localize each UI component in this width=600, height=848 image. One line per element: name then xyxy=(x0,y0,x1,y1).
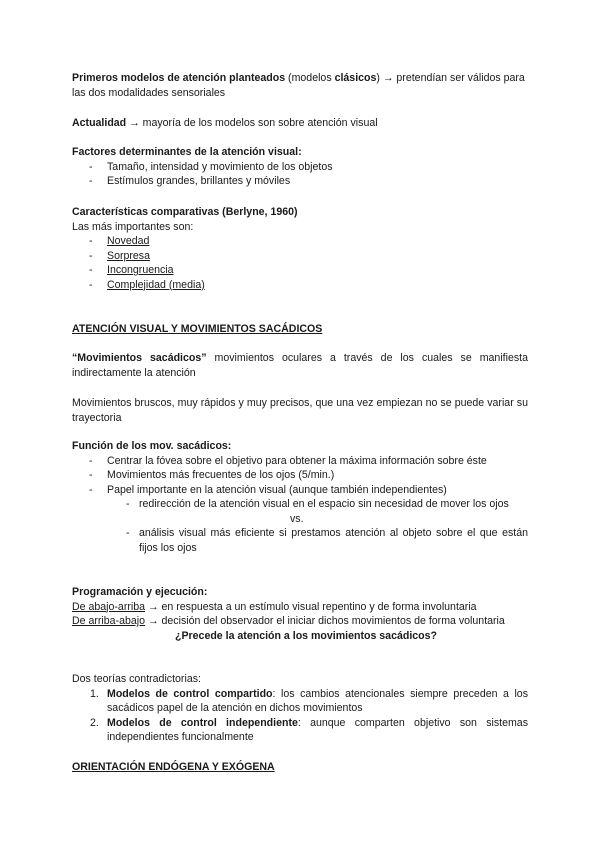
sub-list-item: - redirección de la atención visual en el espacio sin necesidad de mover los ojos xyxy=(72,497,528,512)
abajo-arriba-text: → en respuesta a un estímulo visual repentino y de forma involuntaria xyxy=(145,600,477,613)
movimientos-sacadicos-term: “Movimientos sacádicos” xyxy=(72,352,207,364)
teorias-list xyxy=(72,687,528,745)
section-teorias xyxy=(72,672,528,745)
item-number: 2. xyxy=(90,716,99,729)
list-item: - Papel importante en la atención visual (aunque también independientes) xyxy=(72,483,528,498)
heading-orientacion xyxy=(72,760,528,775)
actualidad-title: Actualidad xyxy=(72,117,127,129)
section-primeros-modelos xyxy=(72,71,528,100)
factores-title: Factores determinantes de la atención visual: xyxy=(72,146,302,158)
abajo-arriba-term: De abajo-arriba xyxy=(72,600,146,613)
incongruencia-text: Incongruencia xyxy=(107,264,174,276)
section-caracteristicas xyxy=(72,205,528,292)
control-independiente-text: : aunque comparten objetivo son sistemas independientes funcionalmente xyxy=(107,716,528,743)
novedad-text: Novedad xyxy=(107,235,150,247)
precede-question: ¿Precede la atención a los movimientos sacádicos? xyxy=(175,629,437,642)
section-actualidad xyxy=(72,116,528,131)
factores-list xyxy=(72,160,528,189)
vs-text: vs. xyxy=(290,512,304,525)
section-factores xyxy=(72,145,528,189)
section-movimientos-def xyxy=(72,351,528,380)
caracteristicas-list xyxy=(72,234,528,292)
sorpresa-text: Sorpresa xyxy=(107,249,150,262)
list-item: - Movimientos más frecuentes de los ojos (5/min.) xyxy=(72,468,528,483)
list-item xyxy=(72,234,528,249)
funcion-list xyxy=(72,454,528,498)
section-programacion xyxy=(72,585,528,643)
sub-list-item: - análisis visual más eficiente si prestamos atención al objeto sobre el que están fijos los ojos xyxy=(72,526,528,555)
control-independiente-term: Modelos de control independiente xyxy=(107,716,298,729)
list-item xyxy=(72,716,528,745)
list-item xyxy=(72,687,528,716)
movimientos-bruscos-text: Movimientos bruscos, muy rápidos y muy precisos, que una vez empiezan no se puede variar su trayectoria xyxy=(72,397,528,424)
control-compartido-text: : los cambios atencionales siempre preceden a los sacádicos papel de la atención en dichos movimientos xyxy=(107,687,528,714)
actualidad-text: → mayoría de los modelos son sobre atención visual xyxy=(126,117,378,129)
movimientos-sacadicos-def: movimientos oculares a través de los cuales se manifiesta indirectamente la atención xyxy=(72,352,528,379)
list-item: - Estímulos grandes, brillantes y móviles xyxy=(72,174,528,189)
primeros-modelos-title: Primeros modelos de atención planteados xyxy=(72,72,286,84)
caracteristicas-title: Características comparativas (Berlyne, 1960) xyxy=(72,206,298,218)
funcion-sublist-2 xyxy=(72,526,528,555)
complejidad-text: Complejidad (media) xyxy=(107,278,205,291)
clasicos-term: clásicos xyxy=(334,72,377,84)
item-number: 1. xyxy=(90,687,99,700)
list-item: - Tamaño, intensidad y movimiento de los objetos xyxy=(72,160,528,175)
control-compartido-term: Modelos de control compartido xyxy=(107,687,273,700)
heading-orientacion-text: ORIENTACIÓN ENDÓGENA Y EXÓGENA xyxy=(72,761,275,773)
section-funcion xyxy=(72,439,528,555)
teorias-intro: Dos teorías contradictorias: xyxy=(72,673,201,685)
heading-atencion-visual xyxy=(72,322,528,337)
programacion-title: Programación y ejecución: xyxy=(72,586,208,598)
heading-atencion-visual-text: ATENCIÓN VISUAL Y MOVIMIENTOS SACÁDICOS xyxy=(72,323,323,335)
funcion-sublist xyxy=(72,497,528,512)
caracteristicas-intro: Las más importantes son: xyxy=(72,220,194,233)
arriba-abajo-term: De arriba-abajo xyxy=(72,615,146,627)
section-movimientos-bruscos xyxy=(72,396,528,425)
list-item xyxy=(72,278,528,293)
primeros-paren-open: (modelos xyxy=(285,72,335,84)
list-item xyxy=(72,249,528,264)
primeros-modelos-text: → pretendían ser válidos para las dos modalidades sensoriales xyxy=(72,72,525,99)
funcion-title: Función de los mov. sacádicos: xyxy=(72,440,232,452)
primeros-paren-close: ) xyxy=(376,72,380,84)
list-item xyxy=(72,263,528,278)
arriba-abajo-text: → decisión del observador el iniciar dichos movimientos de forma voluntaria xyxy=(145,615,505,627)
list-item: - Centrar la fóvea sobre el objetivo para obtener la máxima información sobre éste xyxy=(72,454,528,469)
